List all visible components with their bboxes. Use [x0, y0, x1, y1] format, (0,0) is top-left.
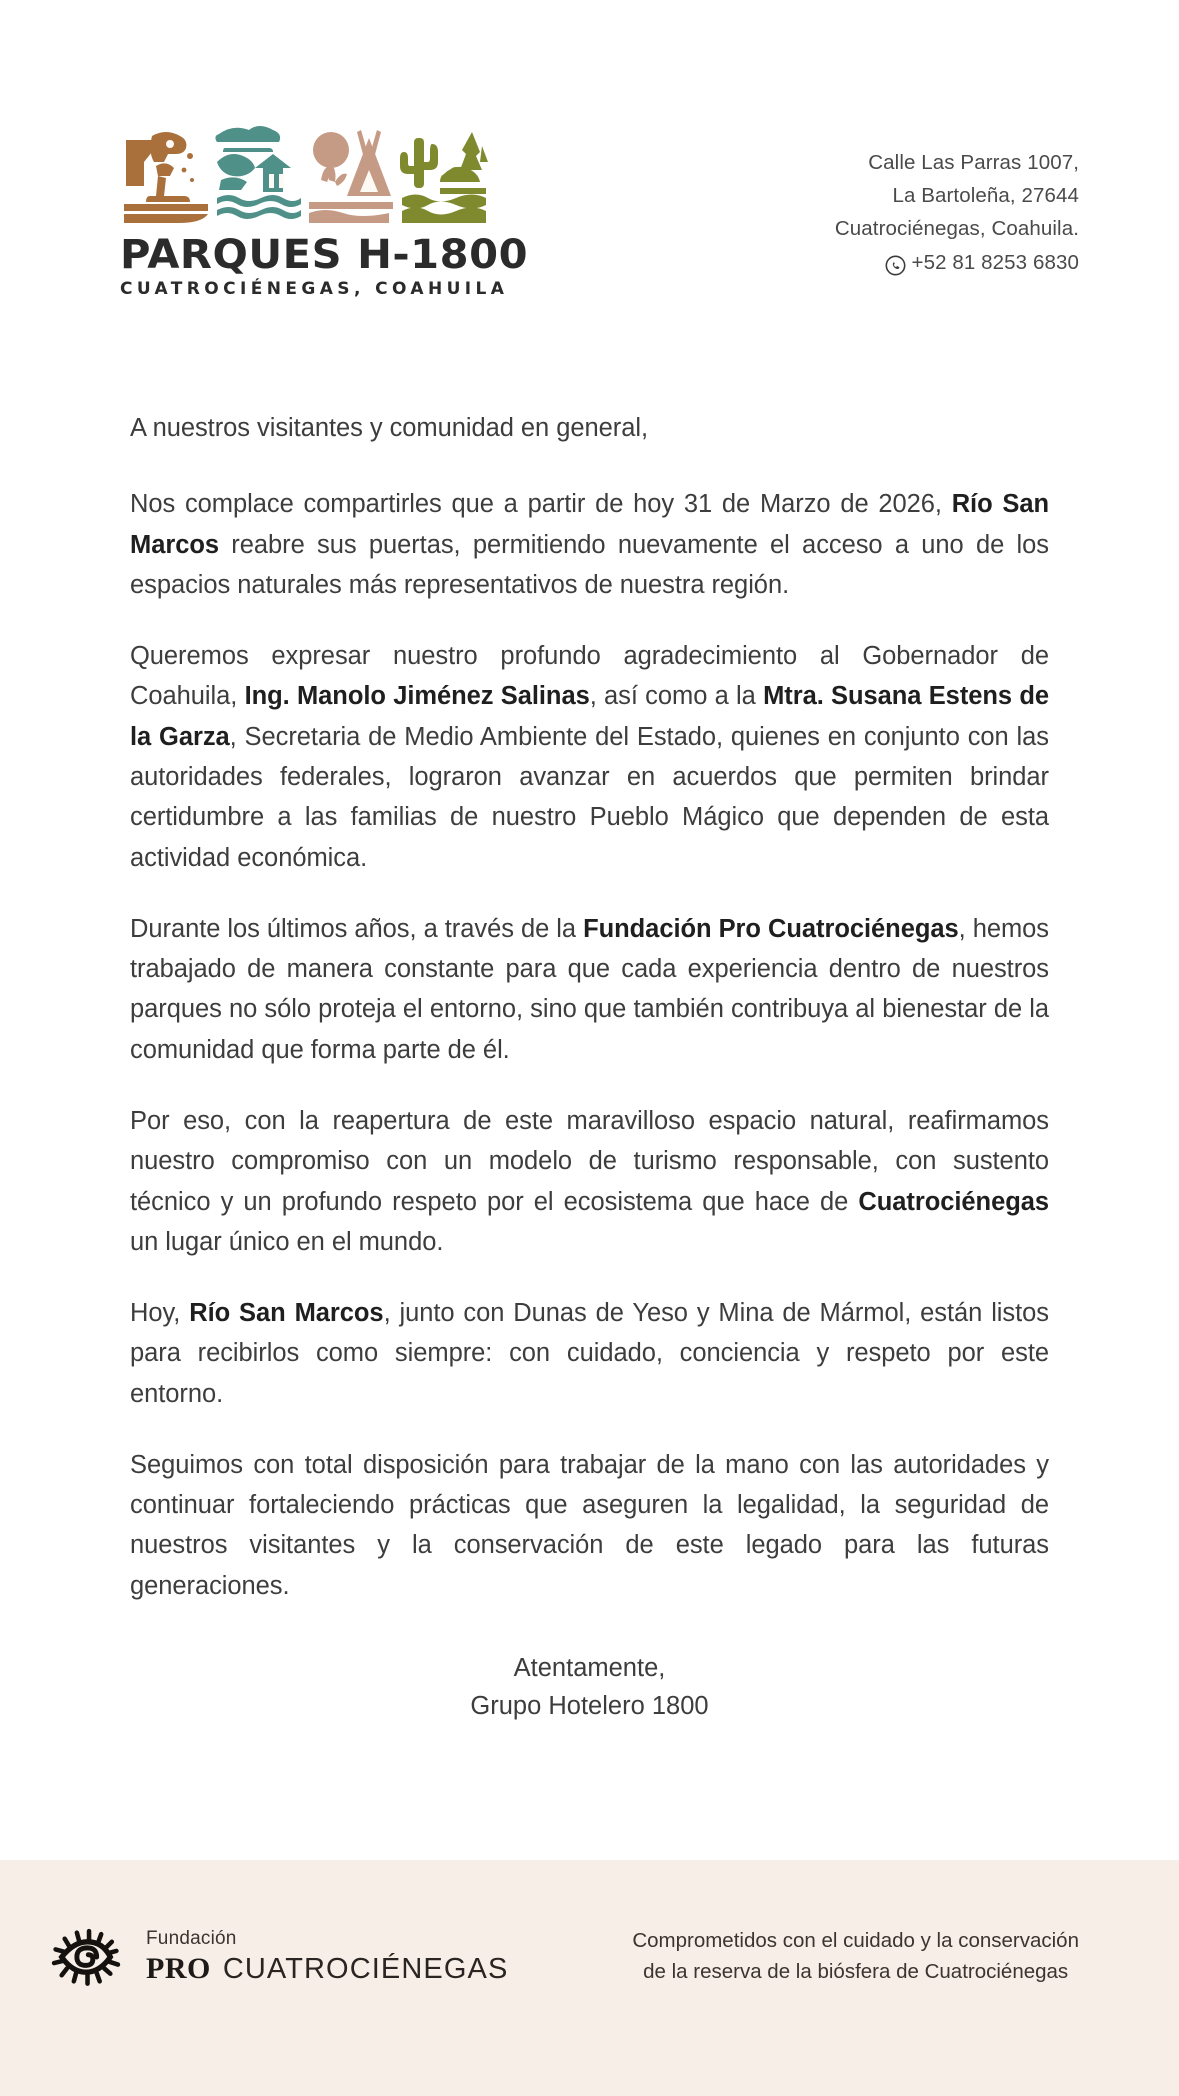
p3-text-a: Durante los últimos años, a través de la: [130, 914, 584, 943]
eye-logo-icon: [48, 1919, 124, 1995]
signer-name: Grupo Hotelero 1800: [470, 1691, 709, 1720]
p5-text-a: Hoy,: [130, 1299, 190, 1328]
letter-body: [0, 408, 1179, 1860]
phone-number: +52 81 8253 6830: [911, 250, 1079, 274]
parques-h1800-logo: [120, 118, 529, 301]
dinosaur-panel: [120, 118, 213, 223]
signature-block: [130, 1650, 1049, 1725]
p3-text-c: , hemos trabajado de manera constante para que cada experiencia dentro de nuestros parques no sólo proteja el entorno, sino que también contribuya al bienestar de la comunidad que forma parte de él.: [130, 914, 1050, 1064]
p2-highlight-secretary: Mtra. Susana Estens de la Garza: [130, 682, 1049, 751]
tagline-line-1: Comprometidos con el cuidado y la conservación: [632, 1929, 1079, 1953]
phone-row: [835, 246, 1079, 279]
address-line-city: Cuatrociénegas, Coahuila.: [834, 217, 1079, 241]
sign-off: Atentamente,: [513, 1654, 666, 1683]
address-line-street: Calle Las Parras 1007,: [868, 151, 1079, 174]
whatsapp-icon: [885, 253, 906, 274]
sun-tipi-panel: [305, 118, 398, 223]
paragraph-commitment: [130, 1101, 1049, 1262]
page-footer: [0, 1860, 1179, 2096]
logo-wordmark-sub: CUATROCIÉNEGAS, COAHUILA: [120, 279, 509, 299]
p4-text-a: Por eso, con la reapertura de este maravilloso espacio natural, reafirmamos nuestro compromiso con un modelo de turismo responsable, con sustento técnico y un profundo respeto por el ecosistema que hace de: [130, 1106, 1049, 1216]
p5-highlight-rio-san-marcos: Río San Marcos: [189, 1299, 384, 1328]
desert-cactus-panel: [398, 118, 491, 223]
foundation-wordmark: [146, 1929, 508, 1984]
foundation-logo: [48, 1919, 508, 1995]
foundation-pro-label: PRO: [146, 1952, 211, 1986]
p3-highlight-foundation: Fundación Pro Cuatrociénegas: [583, 914, 959, 943]
p5-text-c: , junto con Dunas de Yeso y Mina de Mármol, están listos para recibirlos como siempre: con cuidado, conciencia y respeto por este entorno.: [130, 1299, 1049, 1408]
p2-text-e: , Secretaria de Medio Ambiente del Estado, quienes en conjunto con las autoridades federales, lograron avanzar en acuerdos que permiten brindar certidumbre a las familias de nuestro Pueblo Mágico que dependen de esta actividad económica.: [130, 722, 1049, 872]
p1-highlight-rio-san-marcos: Río San Marcos: [130, 490, 1049, 559]
footer-tagline: [632, 1926, 1119, 1988]
letterhead-header: [0, 0, 1179, 408]
foundation-label: Fundación: [146, 1928, 237, 1950]
logo-wordmark-main: PARQUES H-1800: [120, 232, 529, 278]
paragraph-reopening: [130, 484, 1049, 605]
tagline-line-2: de la reserva de la biósfera de Cuatrociénegas: [643, 1960, 1069, 1983]
p2-highlight-governor: Ing. Manolo Jiménez Salinas: [244, 682, 590, 711]
paragraph-acknowledgements: [130, 636, 1049, 878]
paragraph-parks-open: [130, 1293, 1049, 1414]
p4-highlight-cuatrocienegas: Cuatrociénegas: [858, 1187, 1049, 1216]
p1-text-a: Nos complace compartirles que a partir de hoy 31 de Marzo de 2026,: [130, 490, 952, 519]
p2-text-a: Queremos expresar nuestro profundo agradecimiento al Gobernador de Coahuila,: [130, 642, 1049, 711]
paragraph-foundation: [130, 909, 1049, 1070]
p1-text-c: reabre sus puertas, permitiendo nuevamente el acceso a uno de los espacios naturales más representativos de nuestra región.: [130, 530, 1049, 599]
foundation-place-label: CUATROCIÉNEGAS: [222, 1953, 509, 1986]
address-line-neighborhood: La Bartoleña, 27644: [892, 184, 1079, 208]
river-house-panel: [213, 118, 306, 223]
paragraph-closing-commitment: Seguimos con total disposición para trabajar de la mano con las autoridades y continuar fortaleciendo prácticas que aseguren la legalidad, la seguridad de nuestros visitantes y la conservación de este legado para las futuras generaciones.: [130, 1450, 1049, 1600]
logo-wordmark: [120, 232, 529, 301]
logo-illustration-panels: [120, 118, 490, 223]
p4-text-c: un lugar único en el mundo.: [130, 1227, 444, 1256]
contact-address-block: [835, 146, 1079, 279]
foundation-name-row: [146, 1953, 508, 1985]
footer-content: [48, 1919, 1119, 2037]
p2-text-c: , así como a la: [589, 682, 764, 711]
salutation: A nuestros visitantes y comunidad en general,: [130, 414, 648, 442]
